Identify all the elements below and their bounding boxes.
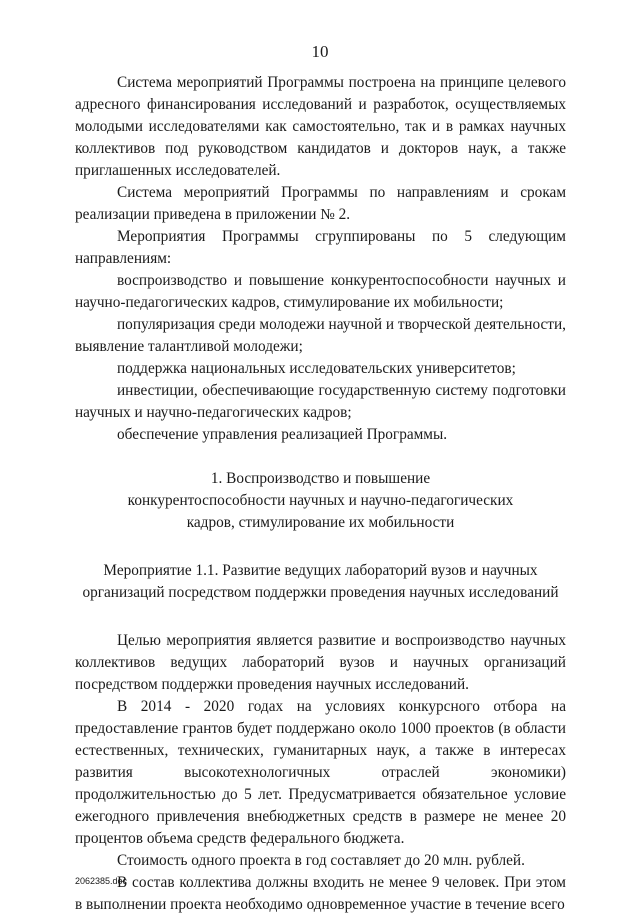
paragraph: Система мероприятий Программы построена на принципе целевого адресного финансирования исследований и разработок, осуществляемых молодыми исследователями как самостоятельно, так и в рамках научных коллективов под руководством кандидатов и докторов наук, а также приглашенных исследователей. <box>75 74 566 179</box>
paragraph: Система мероприятий Программы по направлениям и срокам реализации приведена в приложении № 2. <box>75 184 566 223</box>
spacer <box>75 446 566 468</box>
section-heading-line: конкурентоспособности научных и научно-педагогических <box>127 492 514 509</box>
paragraph: В 2014 - 2020 годах на условиях конкурсного отбора на предоставление грантов будет поддержано около 1000 проектов (в области естественных, технических, гуманитарных наук, а также в интересах развития высокотехнологичных отраслей экономики) продолжительностью до 5 лет. Предусматривается обязательное условие ежегодного привлечения внебюджетных средств в размере не менее 20 процентов объема средств федерального бюджета. <box>75 698 566 847</box>
list-item-direction-3: поддержка национальных исследовательских университетов; <box>117 360 516 377</box>
list-item-direction-1: воспроизводство и повышение конкурентоспособности научных и научно-педагогических кадров, стимулирование их мобильности; <box>75 272 566 311</box>
list-item-direction-2: популяризация среди молодежи научной и творческой деятельности, выявление талантливой молодежи; <box>75 316 566 355</box>
spacer <box>75 534 566 560</box>
paragraph: Мероприятия Программы сгруппированы по 5 следующим направлениям: <box>75 228 566 267</box>
document-body <box>75 72 566 916</box>
measure-heading <box>75 560 566 604</box>
page-number: 10 <box>311 42 329 61</box>
paragraph: Целью мероприятия является развитие и воспроизводство научных коллективов ведущих лабораторий вузов и научных организаций посредством поддержки проведения научных исследований. <box>75 632 566 693</box>
list-item-direction-4: инвестиции, обеспечивающие государственную систему подготовки научных и научно-педагогических кадров; <box>75 382 566 421</box>
section-heading <box>75 468 566 534</box>
footer-filename: 2062385.doc <box>75 876 128 886</box>
paragraph: В состав коллектива должны входить не менее 9 человек. При этом в выполнении проекта необходимо одновременное участие в течение всего <box>75 874 566 913</box>
section-heading-line: 1. Воспроизводство и повышение <box>210 470 431 487</box>
spacer <box>75 604 566 630</box>
measure-heading-line: Мероприятие 1.1. Развитие ведущих лабораторий вузов и научных <box>103 562 538 579</box>
measure-heading-line: организаций посредством поддержки проведения научных исследований <box>82 584 559 601</box>
paragraph: Стоимость одного проекта в год составляет до 20 млн. рублей. <box>117 852 525 869</box>
list-item-direction-5: обеспечение управления реализацией Программы. <box>117 426 448 443</box>
section-heading-line: кадров, стимулирование их мобильности <box>186 514 455 531</box>
